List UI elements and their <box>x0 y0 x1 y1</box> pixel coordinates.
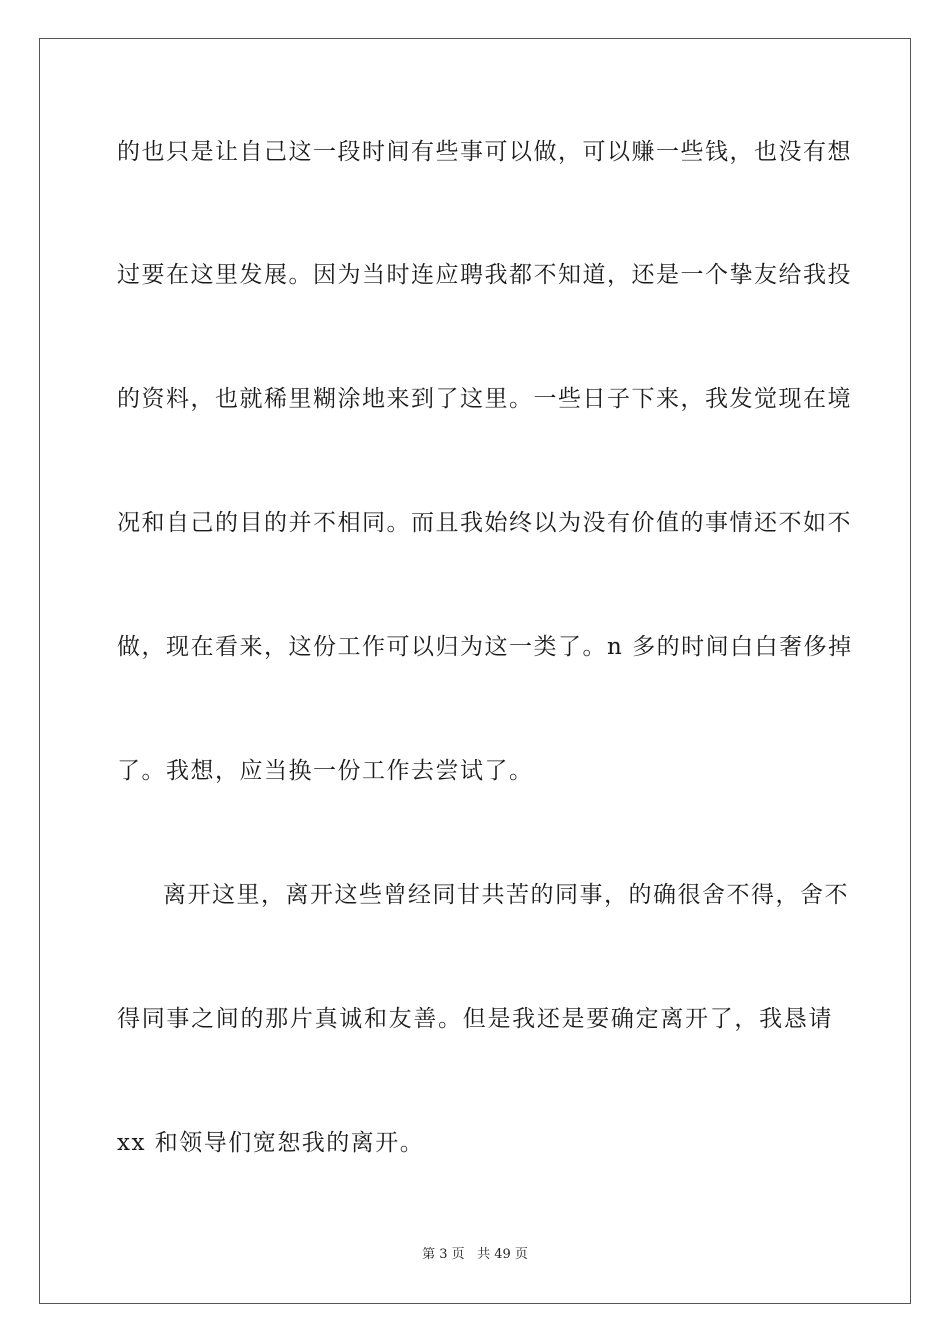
body-line-6: 了。我想，应当换一份工作去尝试了。 <box>117 758 534 784</box>
body-line-1: 的也只是让自己这一段时间有些事可以做，可以赚一些钱，也没有想 <box>117 139 852 165</box>
total-pages: 共 49 页 <box>477 1247 528 1262</box>
body-line-9: xx 和领导们宽恕我的离开。 <box>117 1130 425 1156</box>
body-line-4: 况和自己的目的并不相同。而且我始终以为没有价值的事情还不如不 <box>117 510 852 536</box>
body-line-3: 的资料，也就稀里糊涂地来到了这里。一些日子下来，我发觉现在境 <box>117 386 852 412</box>
page-border <box>39 38 911 1304</box>
page-footer <box>0 1245 950 1265</box>
body-line-5: 做，现在看来，这份工作可以归为这一类了。n 多的时间白白奢侈掉 <box>117 634 853 660</box>
page-number: 第 3 页 <box>422 1247 465 1262</box>
body-line-8: 得同事之间的那片真诚和友善。但是我还是要确定离开了，我恳请 <box>117 1006 833 1032</box>
body-line-2: 过要在这里发展。因为当时连应聘我都不知道，还是一个挚友给我投 <box>117 262 852 288</box>
body-line-7: 离开这里，离开这些曾经同甘共苦的同事，的确很舍不得，舍不 <box>163 882 849 908</box>
